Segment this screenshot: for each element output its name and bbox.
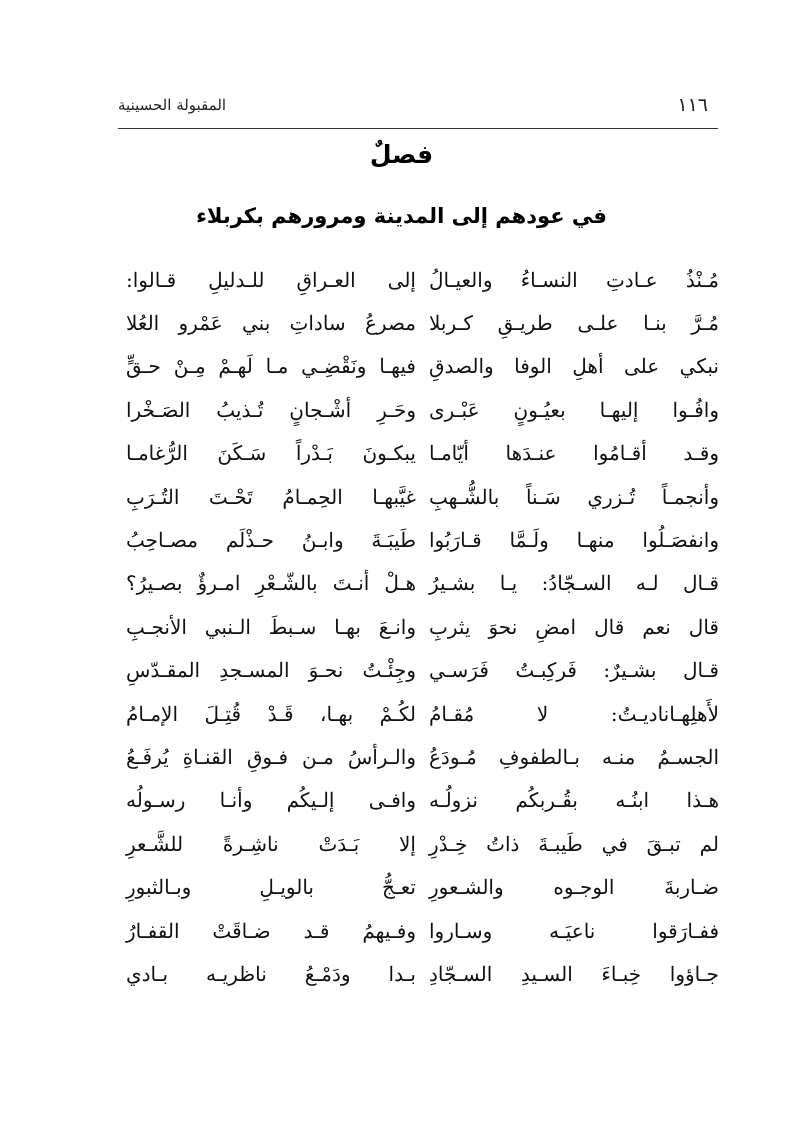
- verse: [110, 692, 725, 735]
- verse-second-hemistich: وافـى إلـيكُم وأنـا رسـولُه: [126, 788, 416, 813]
- verse-first-hemistich: ففـارَقوا ناعيَـه وسـاروا: [429, 918, 719, 943]
- verse-first-hemistich: قـال بشـيرٌ: فَركِبـتُ فَرَسـي: [429, 658, 719, 683]
- verse-second-hemistich: تعـجُّ بالويـلِ وبـالثبورِ: [126, 875, 416, 900]
- verse: [110, 605, 725, 648]
- section-title: في عودهم إلى المدينة ومرورهم بكربلاء: [196, 204, 607, 228]
- verse-first-hemistich: وقـد أقـامُوا عنـدَها أيّامـا: [429, 441, 719, 466]
- verse-first-hemistich: قـال لـه السـجّادُ: يـا بشـيرُ: [429, 571, 719, 596]
- verse-second-hemistich: إلى العـراقِ للـدليلِ قـالوا:: [126, 267, 416, 292]
- poem: [110, 258, 725, 996]
- verse-second-hemistich: فيهـا ونَقْضِـي مـا لَهـمْ مِـنْ حـقٍّ: [126, 354, 416, 379]
- running-header: [118, 92, 718, 129]
- verse-first-hemistich: وانفصَـلُوا منهـا ولَـمَّا قـارَبُوا: [429, 528, 719, 553]
- verse: [110, 475, 725, 518]
- verse-second-hemistich: بـدا ودَمْـعُ ناظريـه بـادي: [126, 961, 416, 986]
- verse-second-hemistich: وحَـرِ أشْـجانٍ تُـذيبُ الصَـخْرا: [126, 397, 416, 422]
- verse-second-hemistich: وانـعَ بهـا سـبطَ الـنبي الأنجـبِ: [126, 614, 416, 639]
- verse-first-hemistich: لم تبـقَ في طَيبـةَ ذاتُ خِـدْرِ: [429, 831, 719, 856]
- verse-second-hemistich: مصرعُ ساداتِ بني عَمْرو العُلا: [126, 311, 416, 336]
- verse: [110, 779, 725, 822]
- verse: [110, 388, 725, 431]
- verse-second-hemistich: إلا بَـدَتْ ناشِـرةً للشَّـعرِ: [126, 831, 416, 856]
- verse-second-hemistich: وفـيهمُ قـد ضـاقَتْ القفـارُ: [126, 918, 416, 943]
- verse: [110, 909, 725, 952]
- verse: [110, 735, 725, 778]
- verse: [110, 562, 725, 605]
- verse-first-hemistich: وافُـوا إليهـا بعيُـونٍ عَبْـرى: [429, 397, 719, 422]
- verse-second-hemistich: غيَّبهـا الحِمـامُ تَحْـتَ التُـرَبِ: [126, 484, 416, 509]
- verse-first-hemistich: مُـنْذُ عـادتِ النسـاءُ والعيـالُ: [429, 267, 719, 292]
- verse-first-hemistich: نبكي على أهلِ الوفا والصدقِ: [429, 354, 719, 379]
- verse-first-hemistich: مُـرَّ بنـا علـى طريـقِ كـربلا: [429, 311, 719, 336]
- verse-first-hemistich: جـاؤوا خِبـاءَ السـيدِ السـجّادِ: [429, 961, 719, 986]
- verse: [110, 301, 725, 344]
- verse-second-hemistich: طَيبَـةَ وابـنُ حـذْلَم مصـاحِبُ: [126, 528, 416, 553]
- verse: [110, 952, 725, 995]
- page-number: ١١٦: [677, 94, 708, 116]
- verse-first-hemistich: ضـاربةَ الوجـوه والشـعورِ: [429, 875, 719, 900]
- verse: [110, 518, 725, 561]
- verse-first-hemistich: هـذا ابنُـه بقُـربكُم نزولُـه: [429, 788, 719, 813]
- verse-second-hemistich: والـرأسُ مـن فـوقِ القنـاةِ يُرفَـعُ: [126, 744, 416, 769]
- running-title: المقبولة الحسينية: [118, 96, 227, 114]
- verse: [110, 822, 725, 865]
- verse: [110, 649, 725, 692]
- verse-first-hemistich: قال نعم قال امضِ نحوَ يثربِ: [429, 614, 719, 639]
- verse-first-hemistich: وأنجمـاً تُـزري سَـناً بالشُّـهبِ: [429, 484, 719, 509]
- verse-second-hemistich: لكُـمْ بهـا، قَـدْ قُتِـلَ الإمـامُ: [126, 701, 416, 726]
- verse: [110, 432, 725, 475]
- chapter-title: فصلٌ: [369, 140, 434, 169]
- verse-second-hemistich: يبكـونَ بَـدْراً سَـكَنَ الرُّغامـا: [126, 441, 416, 466]
- verse-second-hemistich: وجِئْـتُ نحـوَ المسـجدِ المقـدّسِ: [126, 658, 416, 683]
- verse: [110, 258, 725, 301]
- verse: [110, 345, 725, 388]
- verse-first-hemistich: الجسـمُ منـه بـالطفوفِ مُـودَعُ: [429, 744, 719, 769]
- verse: [110, 865, 725, 908]
- verse-first-hemistich: لأَهلِهـاناديـتُ: لا مُقـامُ: [429, 701, 719, 726]
- verse-second-hemistich: هـلْ أنـتَ بالشّـعْرِ امـرؤٌ بصـيرُ؟: [126, 571, 416, 596]
